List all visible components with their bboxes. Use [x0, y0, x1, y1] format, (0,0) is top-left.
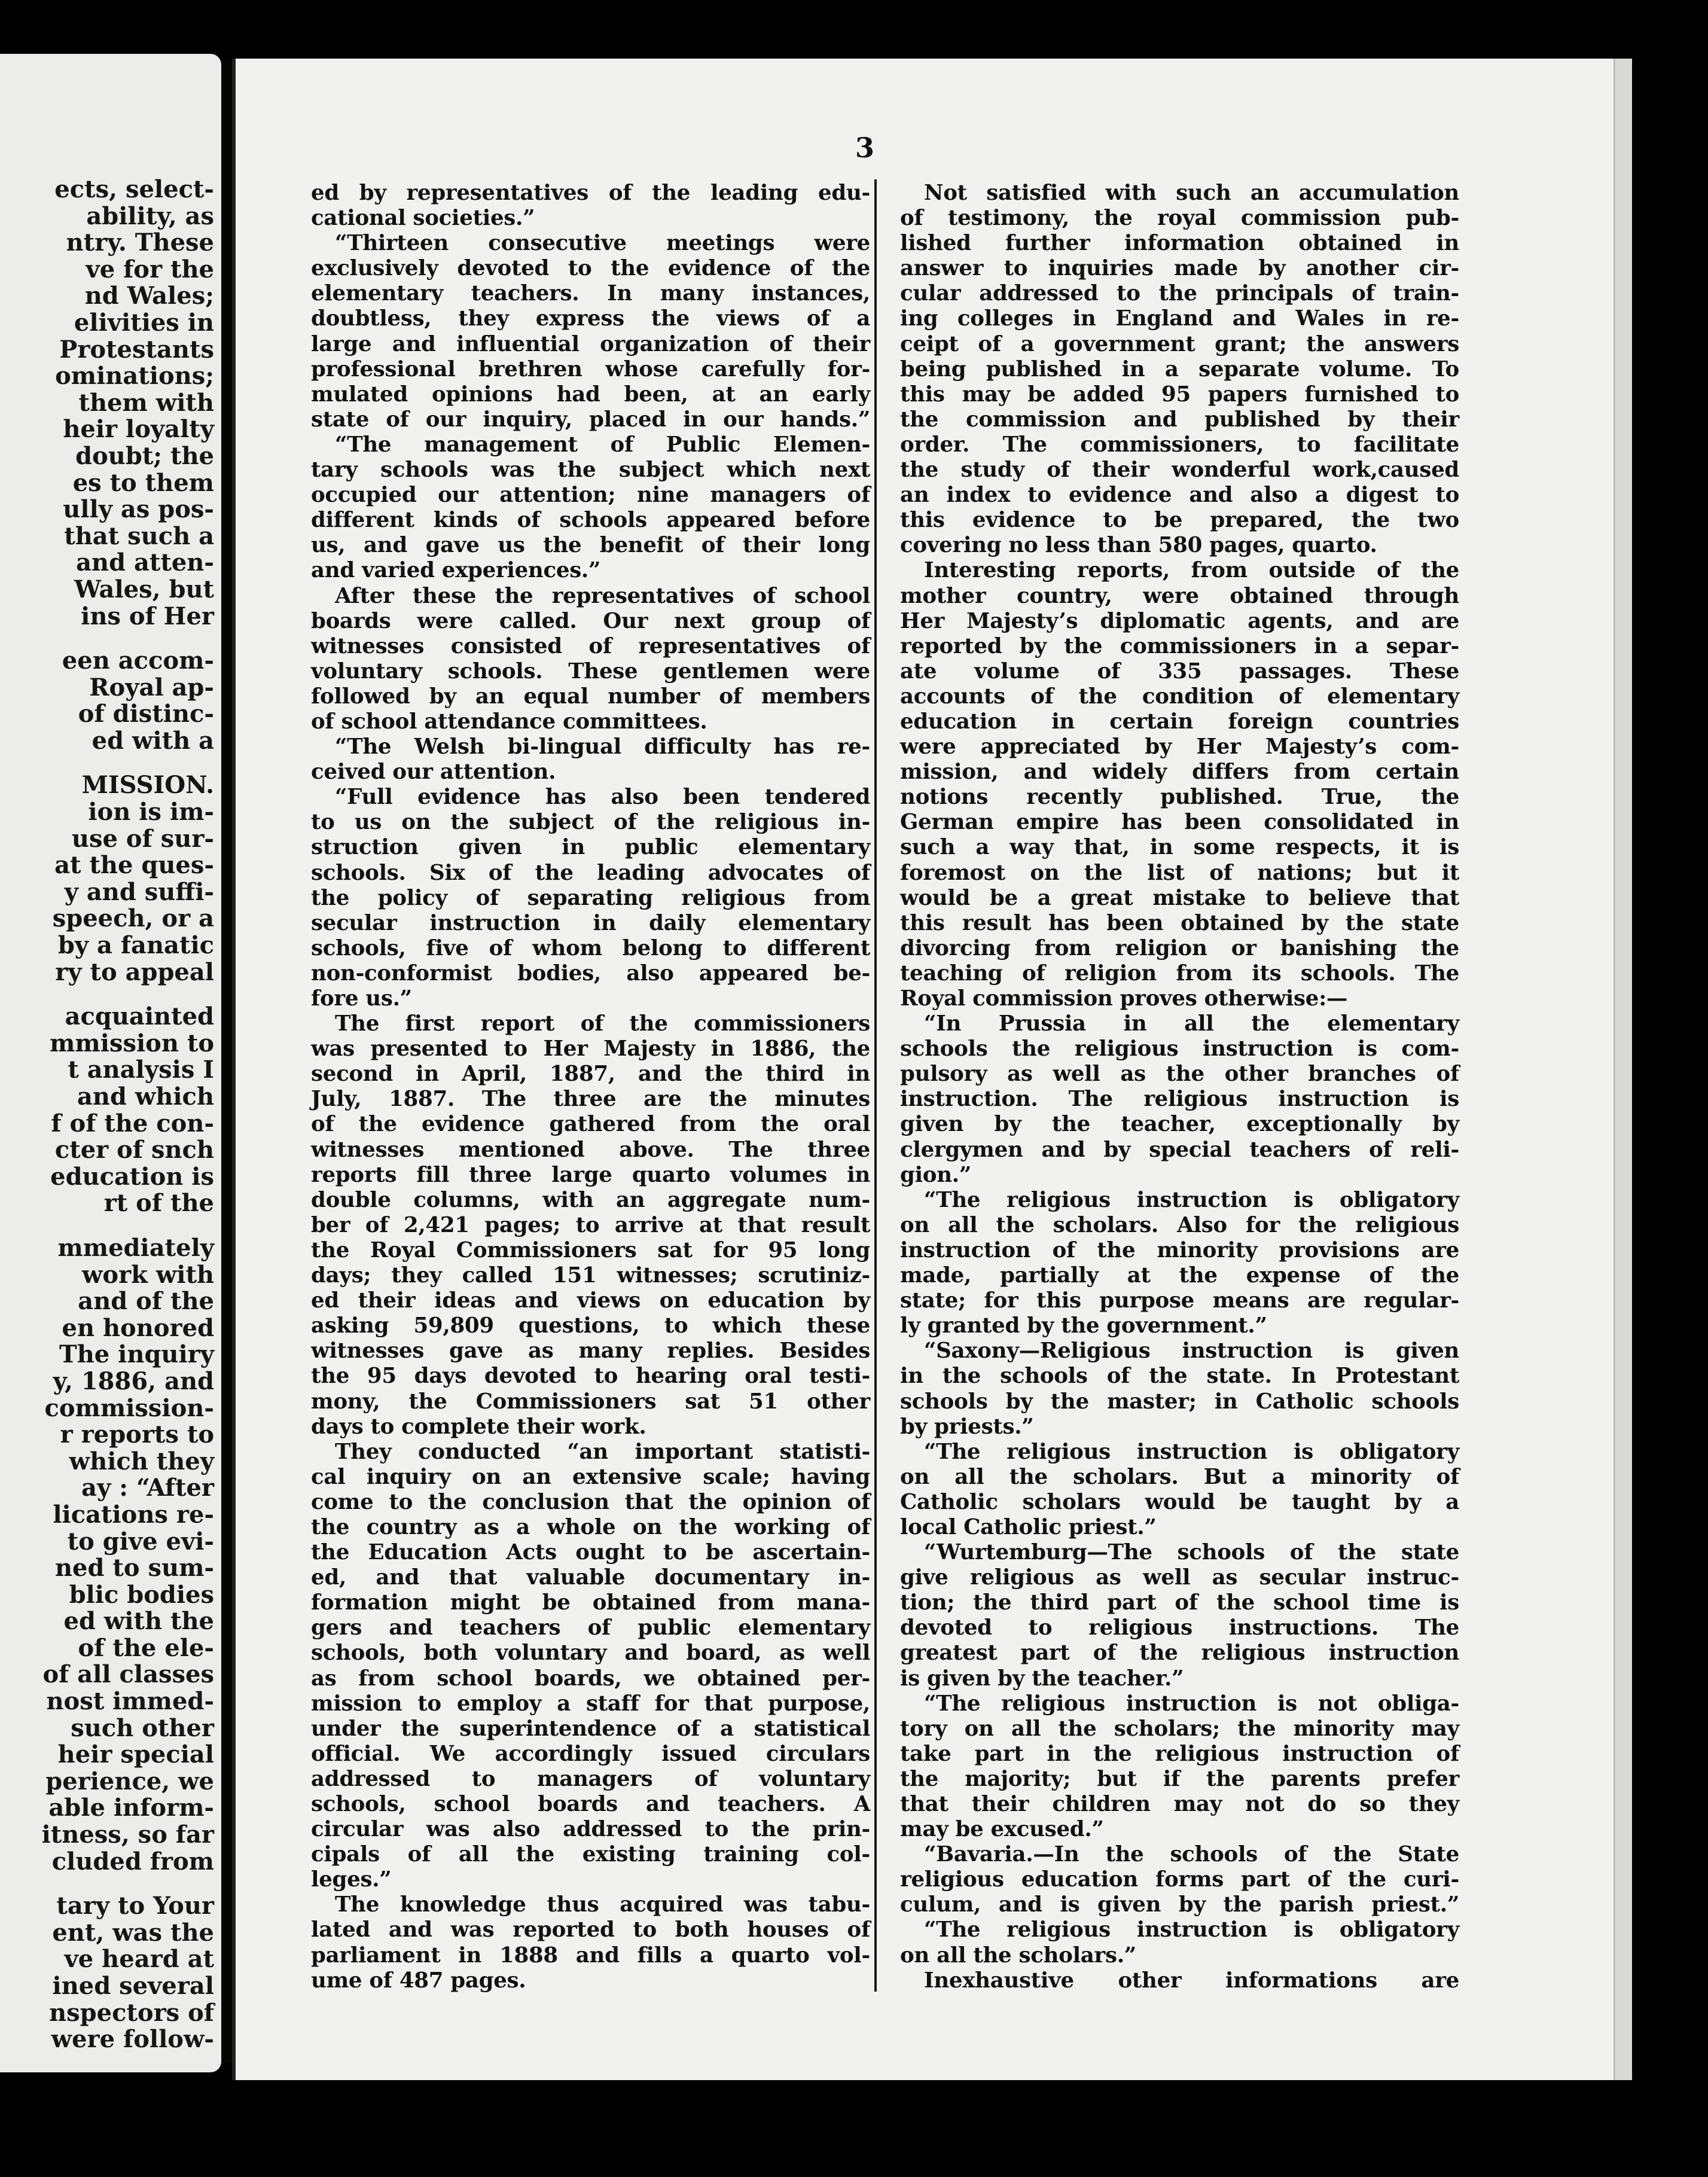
fragment-line: and atten-	[76, 548, 214, 577]
fragment-line: en honored	[62, 1313, 214, 1342]
text-line: being published in a separate volume. To	[900, 356, 1459, 382]
fragment-line	[0, 1875, 214, 1893]
text-line: in the schools of the state. In Protestant	[900, 1364, 1459, 1389]
text-line: given by the teacher, exceptionally by	[900, 1112, 1459, 1137]
text-line: doubtless, they express the views of a	[311, 306, 870, 331]
fragment-line: nd Wales;	[84, 282, 214, 310]
text-line: The first report of the commissioners	[335, 1011, 870, 1036]
fragment-line: mmediately	[57, 1233, 214, 1262]
fragment-line: use of sur-	[71, 824, 214, 853]
text-line: ceipt of a government grant; the answers	[900, 331, 1459, 356]
fragment-line: heir special	[57, 1740, 214, 1769]
text-line: ly granted by the government.”	[900, 1313, 1267, 1338]
fragment-line: speech, or a	[52, 904, 214, 933]
text-line: that their children may not do so they	[900, 1792, 1459, 1816]
text-line: tion; the third part of the school time is	[900, 1590, 1459, 1615]
fragment-line: commission-	[44, 1394, 214, 1422]
text-line: double columns, with an aggregate num-	[311, 1187, 870, 1212]
text-line: “Full evidence has also been tendered	[335, 785, 870, 810]
fragment-line: and which	[77, 1083, 214, 1111]
text-line: culum, and is given by the parish priest.”	[900, 1892, 1459, 1917]
text-line: fore us.”	[311, 986, 412, 1011]
book-gutter	[221, 60, 232, 2063]
text-line: second in April, 1887, and the third in	[311, 1062, 870, 1087]
text-line: take part in the religious instruction of	[900, 1741, 1459, 1766]
text-line: tary schools was the subject which next	[311, 458, 870, 483]
text-line: of testimony, the royal commission pub-	[900, 206, 1459, 231]
fragment-line: The inquiry	[59, 1340, 214, 1369]
text-line: After these the representatives of school	[335, 583, 870, 608]
text-line: of the evidence gathered from the oral	[311, 1112, 870, 1137]
fragment-line: able inform-	[48, 1794, 214, 1822]
text-line: the study of their wonderful work,caused	[900, 458, 1459, 483]
fragment-line: ve for the	[86, 255, 214, 283]
text-line: notions recently published. True, the	[900, 785, 1459, 810]
text-line: devoted to religious instructions. The	[900, 1615, 1459, 1641]
fragment-line: doubt; the	[75, 441, 214, 470]
text-line: “The religious instruction is obligatory	[924, 1917, 1459, 1943]
text-line: July, 1887. The three are the minutes	[311, 1087, 870, 1112]
text-line: non-conformist bodies, also appeared be-	[311, 961, 870, 986]
fragment-line: them with	[78, 388, 214, 417]
text-line: the 95 days devoted to hearing oral testi-	[311, 1364, 870, 1389]
fragment-line: nspectors of	[49, 1998, 214, 2027]
fragment-line: t analysis I	[68, 1056, 214, 1084]
text-line: lated and was reported to both houses of	[311, 1917, 870, 1943]
text-line: Catholic scholars would be taught by a	[900, 1489, 1459, 1514]
text-line: the Education Acts ought to be ascertain-	[311, 1540, 870, 1565]
text-line: followed by an equal number of members	[311, 684, 870, 709]
text-line: “The management of Public Elemen-	[335, 432, 870, 457]
text-line: to us on the subject of the religious in-	[311, 810, 870, 835]
text-line: formation might be obtained from mana-	[311, 1590, 870, 1615]
fragment-line: to give evi-	[67, 1527, 214, 1556]
fragment-line: nost immed-	[46, 1687, 214, 1716]
text-line: cational societies.”	[311, 206, 535, 231]
text-line: education in certain foreign countries	[900, 709, 1459, 734]
fragment-line: itness, so far	[41, 1821, 214, 1849]
fragment-line: f of the con-	[51, 1109, 214, 1138]
text-line: leges.”	[311, 1867, 392, 1892]
text-line: voluntary schools. These gentlemen were	[311, 658, 870, 684]
text-line: cipals of all the existing training col-	[311, 1842, 870, 1867]
text-line: accounts of the condition of elementary	[900, 684, 1459, 709]
text-line: secular instruction in daily elementary	[311, 910, 870, 935]
text-line: pulsory as well as the other branches of	[900, 1062, 1459, 1087]
fragment-line: Royal ap-	[89, 673, 214, 702]
text-line: ed by representatives of the leading edu-	[311, 181, 870, 205]
text-line: divorcing from religion or banishing the	[900, 935, 1459, 961]
fragment-line: lications re-	[53, 1500, 214, 1529]
text-line: by priests.”	[900, 1414, 1034, 1439]
text-line: ceived our attention.	[311, 760, 556, 785]
fragment-line: ominations;	[55, 362, 214, 391]
text-line: of school attendance committees.	[311, 709, 707, 734]
text-line: schools by the master; in Catholic schools	[900, 1389, 1459, 1414]
text-line: this result has been obtained by the state	[900, 910, 1459, 935]
fragment-line: which they	[69, 1447, 214, 1475]
text-line: gers and teachers of public elementary	[311, 1615, 870, 1641]
fragment-line: education is	[50, 1162, 214, 1191]
fragment-line: ned to sum-	[54, 1554, 214, 1583]
fragment-line: ined several	[52, 1972, 214, 2000]
text-line: The knowledge thus acquired was tabu-	[335, 1892, 870, 1917]
text-line: on all the scholars. But a minority of	[900, 1464, 1459, 1489]
text-line: circular was also addressed to the prin-	[311, 1817, 870, 1842]
text-line: reports fill three large quarto volumes in	[311, 1162, 870, 1187]
text-line: religious education forms part of the curi-	[900, 1867, 1459, 1892]
text-line: professional brethren whose carefully for-	[311, 356, 870, 382]
text-line: occupied our attention; nine managers of	[311, 483, 870, 508]
fragment-line: y, 1886, and	[53, 1367, 214, 1395]
text-line: mony, the Commissioners sat 51 other	[311, 1389, 870, 1414]
text-line: cular addressed to the principals of train-	[900, 281, 1459, 306]
fragment-line: perience, we	[45, 1767, 214, 1795]
fragment-line: and of the	[78, 1287, 214, 1316]
text-line: “Wurtemburg—The schools of the state	[924, 1540, 1459, 1565]
fragment-line: at the ques-	[54, 851, 214, 880]
fragment-line: ent, was the	[52, 1918, 214, 1947]
text-line: asking 59,809 questions, to which these	[311, 1313, 870, 1338]
text-line: days to complete their work.	[311, 1414, 646, 1439]
text-line: witnesses mentioned above. The three	[311, 1137, 870, 1162]
text-line: addressed to managers of voluntary	[311, 1766, 870, 1791]
text-line: made, partially at the expense of the	[900, 1263, 1459, 1288]
fragment-line: cter of snch	[54, 1136, 214, 1164]
text-line: Royal commission proves otherwise:—	[900, 986, 1348, 1011]
text-column-right	[900, 181, 1459, 1993]
fragment-line: cluded from	[51, 1847, 214, 1876]
fragment-line	[0, 986, 214, 1004]
fragment-line: elivities in	[74, 308, 214, 337]
fragment-line: ins of Her	[81, 602, 214, 630]
text-line: is given by the teacher.”	[900, 1666, 1184, 1691]
text-line: ume of 487 pages.	[311, 1968, 526, 1993]
text-line: “The religious instruction is obligatory	[924, 1439, 1459, 1464]
fragment-line	[0, 630, 214, 648]
text-line: Inexhaustive other informations are	[924, 1968, 1459, 1993]
text-line: “Thirteen consecutive meetings were	[335, 231, 870, 256]
text-line: on all the scholars. Also for the religious	[900, 1212, 1459, 1237]
text-line: ed, and that valuable documentary in-	[311, 1565, 870, 1590]
fragment-line: ve heard at	[64, 1945, 214, 1974]
text-line: as from school boards, we obtained per-	[311, 1666, 870, 1691]
fragment-line: ed with a	[92, 726, 214, 755]
text-line: schools, school boards and teachers. A	[311, 1792, 870, 1816]
fragment-line: blic bodies	[69, 1580, 214, 1609]
text-line: schools the religious instruction is com-	[900, 1036, 1459, 1062]
text-line: the policy of separating religious from	[311, 885, 870, 910]
text-line: ate volume of 335 passages. These	[900, 658, 1459, 684]
text-line: boards were called. Our next group of	[311, 608, 870, 633]
text-line: such a way that, in some respects, it is	[900, 835, 1459, 860]
text-line: witnesses consisted of representatives of	[311, 633, 870, 658]
fragment-line: acquainted	[65, 1002, 214, 1031]
text-line: “The Welsh bi-lingual difficulty has re-	[335, 734, 870, 760]
text-line: ber of 2,421 pages; to arrive at that result	[311, 1212, 870, 1237]
fragment-line: rt of the	[103, 1189, 214, 1218]
text-line: struction given in public elementary	[311, 835, 870, 860]
facing-page-fragment	[0, 54, 221, 2072]
text-line: mission to employ a staff for that purpose,	[311, 1691, 870, 1716]
page-edge	[1614, 59, 1632, 2080]
fragment-line: ry to appeal	[55, 958, 214, 986]
text-line: foremost on the list of nations; but it	[900, 860, 1459, 885]
fragment-line: ully as pos-	[63, 495, 214, 524]
fragment-line: tary to Your	[56, 1892, 214, 1920]
text-line: state; for this purpose means are regular-	[900, 1288, 1459, 1313]
fragment-line: r reports to	[60, 1420, 214, 1449]
text-line: answer to inquiries made by another cir-	[900, 256, 1459, 281]
text-line: exclusively devoted to the evidence of the	[311, 256, 870, 281]
text-line: come to the conclusion that the opinion of	[311, 1489, 870, 1514]
fragment-line: ects, select-	[54, 175, 214, 203]
text-line: reported by the commissioners in a separ-	[900, 633, 1459, 658]
fragment-line: ed with the	[63, 1607, 214, 1636]
text-line: us, and gave us the benefit of their long	[311, 533, 870, 558]
text-line: the country as a whole on the working of	[311, 1514, 870, 1539]
fragment-line: y and suffi-	[64, 877, 214, 906]
text-line: schools, both voluntary and board, as well	[311, 1641, 870, 1666]
text-line: German empire has been consolidated in	[900, 810, 1459, 835]
text-line: elementary teachers. In many instances,	[311, 281, 870, 306]
text-line: may be excused.”	[900, 1817, 1104, 1842]
text-line: different kinds of schools appeared before	[311, 508, 870, 533]
facing-page-column	[0, 176, 214, 2053]
text-line: “In Prussia in all the elementary	[924, 1011, 1459, 1036]
text-line: the majority; but if the parents prefer	[900, 1766, 1459, 1791]
text-line: teaching of religion from its schools. The	[900, 961, 1459, 986]
text-line: schools, five of whom belong to different	[311, 935, 870, 961]
fragment-line: Protestants	[59, 335, 214, 364]
fragment-line: such other	[71, 1713, 214, 1742]
text-line: “The religious instruction is not obliga-	[924, 1691, 1459, 1716]
text-line: covering no less than 580 pages, quarto.	[900, 533, 1377, 558]
text-line: mulated opinions had been, at an early	[311, 382, 870, 407]
fragment-line: Wales, but	[74, 575, 214, 603]
fragment-line: ntry. These	[66, 228, 214, 257]
text-line: mission, and widely differs from certain	[900, 760, 1459, 785]
fragment-line: een accom-	[62, 647, 214, 675]
text-line: gion.”	[900, 1162, 972, 1187]
text-line: an index to evidence and also a digest to	[900, 483, 1459, 508]
fragment-line: work with	[81, 1260, 214, 1289]
text-line: would be a great mistake to believe that	[900, 885, 1459, 910]
fragment-line: heir loyalty	[63, 415, 214, 444]
text-line: local Catholic priest.”	[900, 1514, 1157, 1539]
text-line: on all the scholars.”	[900, 1943, 1136, 1968]
column-rule	[874, 179, 877, 1992]
fragment-line: of the ele-	[78, 1633, 214, 1662]
fragment-line: that such a	[64, 522, 214, 550]
text-line: days; they called 151 witnesses; scrutiniz-	[311, 1263, 870, 1288]
text-line: parliament in 1888 and fills a quarto vol-	[311, 1943, 870, 1968]
fragment-line	[0, 1217, 214, 1235]
text-line: instruction. The religious instruction is	[900, 1087, 1459, 1112]
fragment-line: by a fanatic	[57, 931, 214, 960]
text-line: the commission and published by their	[900, 407, 1459, 432]
text-line: this evidence to be prepared, the two	[900, 508, 1459, 533]
text-line: greatest part of the religious instruction	[900, 1641, 1459, 1666]
text-line: give religious as well as secular instruc-	[900, 1565, 1459, 1590]
fragment-line: ion is im-	[88, 798, 214, 827]
text-line: state of our inquiry, placed in our hands.”	[311, 407, 870, 432]
text-line: order. The commissioners, to facilitate	[900, 432, 1459, 457]
text-line: ing colleges in England and Wales in re-	[900, 306, 1459, 331]
text-line: ed their ideas and views on education by	[311, 1288, 870, 1313]
text-line: were appreciated by Her Majesty’s com-	[900, 734, 1459, 760]
text-line: instruction of the minority provisions are	[900, 1237, 1459, 1263]
text-line: the Royal Commissioners sat for 95 long	[311, 1237, 870, 1263]
text-line: was presented to Her Majesty in 1886, the	[311, 1036, 870, 1062]
text-line: They conducted “an important statisti-	[335, 1439, 870, 1464]
text-line: Not satisfied with such an accumulation	[924, 181, 1459, 205]
text-line: lished further information obtained in	[900, 231, 1459, 256]
text-line: schools. Six of the leading advocates of	[311, 860, 870, 885]
text-column-left	[311, 181, 870, 1993]
text-line: witnesses gave as many replies. Besides	[311, 1338, 870, 1364]
text-line: “The religious instruction is obligatory	[924, 1187, 1459, 1212]
text-line: cal inquiry on an extensive scale; having	[311, 1464, 870, 1489]
fragment-line: of distinc-	[78, 700, 214, 728]
fragment-line: mmission to	[50, 1029, 214, 1057]
text-line: “Bavaria.—In the schools of the State	[924, 1842, 1459, 1867]
text-line: mother country, were obtained through	[900, 583, 1459, 608]
text-line: Interesting reports, from outside of the	[924, 558, 1459, 583]
fragment-line: ay : “After	[81, 1474, 214, 1502]
text-line: and varied experiences.”	[311, 558, 601, 583]
text-line: clergymen and by special teachers of reli-	[900, 1137, 1459, 1162]
fragment-line: were follow-	[51, 2025, 214, 2054]
text-line: “Saxony—Religious instruction is given	[924, 1338, 1459, 1364]
text-line: official. We accordingly issued circulars	[311, 1741, 870, 1766]
fragment-line: es to them	[72, 468, 214, 497]
fragment-line: MISSION.	[81, 771, 214, 800]
text-line: tory on all the scholars; the minority may	[900, 1716, 1459, 1741]
page-number: 3	[855, 132, 875, 164]
fragment-line: of all classes	[42, 1660, 214, 1689]
text-line: large and influential organization of their	[311, 331, 870, 356]
text-line: this may be added 95 papers furnished to	[900, 382, 1459, 407]
fragment-line	[0, 754, 214, 772]
fragment-line: ability, as	[86, 202, 214, 230]
text-line: under the superintendence of a statistical	[311, 1716, 870, 1741]
text-line: Her Majesty’s diplomatic agents, and are	[900, 608, 1459, 633]
